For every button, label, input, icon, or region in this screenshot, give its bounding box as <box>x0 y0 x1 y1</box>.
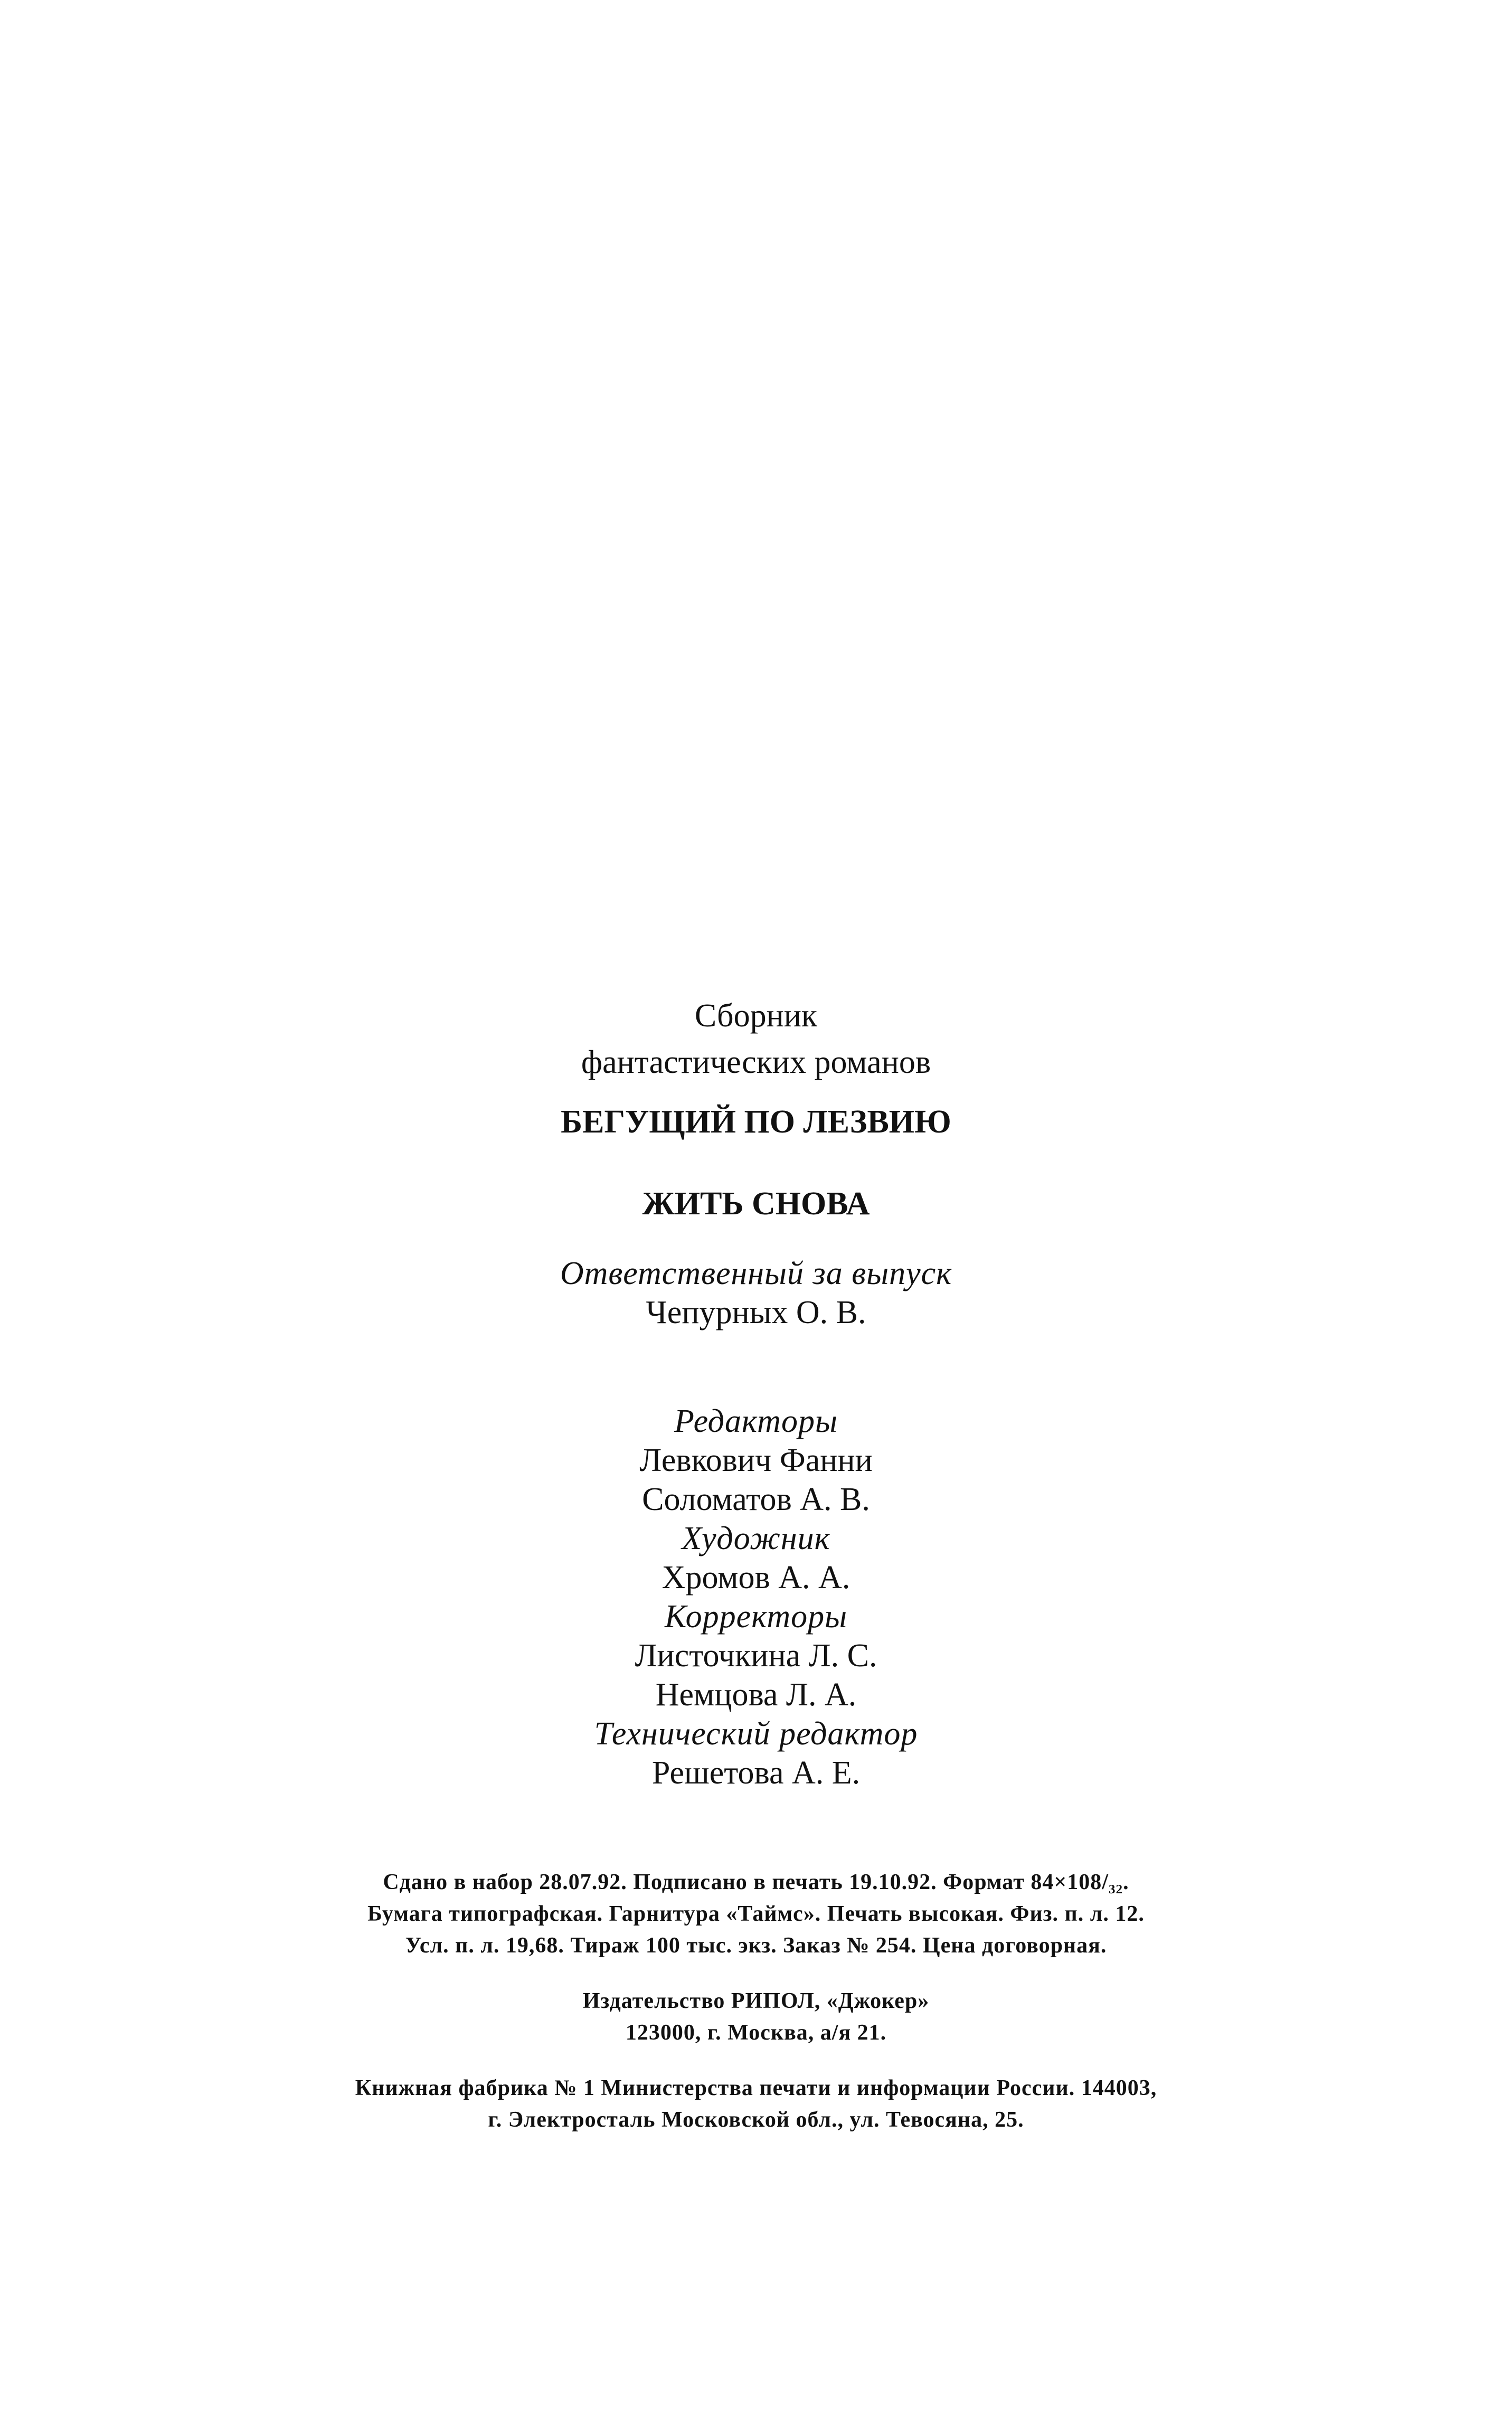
corrector-name: Немцова Л. А. <box>655 1677 857 1713</box>
print-data-line: Сдано в набор 28.07.92. Подписано в печать 19.10.92. Формат 84×108/₃₂. <box>383 1870 1129 1894</box>
correctors-role: Корректоры <box>664 1599 848 1635</box>
collection-label: Сборник <box>694 998 818 1034</box>
responsible-credit <box>0 1254 1512 1332</box>
print-data-line: Усл. п. л. 19,68. Тираж 100 тыс. экз. Заказ № 254. Цена договорная. <box>405 1933 1107 1958</box>
publisher-address: 123000, г. Москва, а/я 21. <box>625 2021 887 2045</box>
printer-info <box>0 2072 1512 2136</box>
editor-name: Левкович Фанни <box>639 1442 873 1478</box>
artist-role: Художник <box>682 1521 830 1556</box>
printer-address: г. Электросталь Московской обл., ул. Тевосяна, 25. <box>488 2108 1024 2132</box>
tech-editor-name: Решетова А. Е. <box>651 1755 861 1791</box>
book-title-1: БЕГУЩИЙ ПО ЛЕЗВИЮ <box>561 1104 951 1140</box>
book-title-2: ЖИТЬ СНОВА <box>642 1186 870 1222</box>
collection-subtitle: фантастических романов <box>581 1044 931 1080</box>
editors-role: Редакторы <box>674 1403 838 1439</box>
staff-credits <box>0 1402 1512 1792</box>
publisher-info <box>0 1985 1512 2049</box>
print-data <box>0 1866 1512 1961</box>
print-data-line: Бумага типографская. Гарнитура «Таймс». Печать высокая. Физ. п. л. 12. <box>367 1902 1145 1926</box>
responsible-name: Чепурных О. В. <box>646 1295 866 1330</box>
editor-name: Соломатов А. В. <box>642 1481 870 1517</box>
corrector-name: Листочкина Л. С. <box>635 1638 877 1674</box>
printer-name: Книжная фабрика № 1 Министерства печати и информации России. 144003, <box>355 2076 1157 2100</box>
artist-name: Хромов А. А. <box>662 1560 850 1596</box>
responsible-role: Ответственный за выпуск <box>560 1256 952 1291</box>
publisher-name: Издательство РИПОЛ, «Джокер» <box>582 1989 930 2013</box>
tech-editor-role: Технический редактор <box>594 1716 918 1752</box>
collection-heading <box>0 993 1512 1086</box>
